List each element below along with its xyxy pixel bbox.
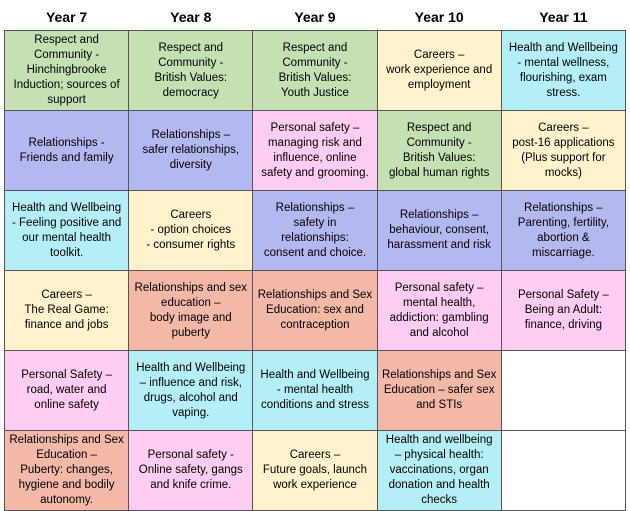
table-cell: Health and Wellbeing - mental health conditions and stress xyxy=(253,351,377,431)
table-cell: Relationships and sex education – body image and puberty xyxy=(129,271,253,351)
header-row xyxy=(5,4,626,31)
table-cell: Respect and Community - British Values: global human rights xyxy=(377,111,501,191)
curriculum-table xyxy=(4,4,626,511)
table-cell: Personal Safety – Being an Adult: finance, driving xyxy=(501,271,625,351)
header-year-10: Year 10 xyxy=(377,4,501,31)
table-cell xyxy=(501,351,625,431)
table-row xyxy=(5,191,626,271)
table-row xyxy=(5,111,626,191)
table-row xyxy=(5,31,626,111)
table-cell: Personal safety – managing risk and influence, online safety and grooming. xyxy=(253,111,377,191)
table-cell: Relationships and Sex Education – Puberty: changes, hygiene and bodily autonomy. xyxy=(5,431,129,511)
table-cell: Careers – post-16 applications (Plus support for mocks) xyxy=(501,111,625,191)
header-year-7: Year 7 xyxy=(5,4,129,31)
table-cell: Relationships – behaviour, consent, harassment and risk xyxy=(377,191,501,271)
header-year-8: Year 8 xyxy=(129,4,253,31)
table-cell: Relationships – safer relationships, diversity xyxy=(129,111,253,191)
curriculum-table-wrapper xyxy=(4,4,626,511)
table-row xyxy=(5,431,626,511)
table-cell: Careers - option choices - consumer rights xyxy=(129,191,253,271)
table-cell: Careers – Future goals, launch work experience xyxy=(253,431,377,511)
header-year-11: Year 11 xyxy=(501,4,625,31)
table-cell: Personal safety - Online safety, gangs and knife crime. xyxy=(129,431,253,511)
table-cell: Personal safety – mental health, addiction: gambling and alcohol xyxy=(377,271,501,351)
table-cell: Respect and Community - Hinchingbrooke Induction; sources of support xyxy=(5,31,129,111)
table-cell: Respect and Community - British Values: democracy xyxy=(129,31,253,111)
table-row xyxy=(5,351,626,431)
header-year-9: Year 9 xyxy=(253,4,377,31)
table-cell: Relationships and Sex Education: sex and contraception xyxy=(253,271,377,351)
table-cell: Relationships - Friends and family xyxy=(5,111,129,191)
table-cell: Health and Wellbeing - mental wellness, flourishing, exam stress. xyxy=(501,31,625,111)
table-cell: Respect and Community - British Values: Youth Justice xyxy=(253,31,377,111)
table-cell: Relationships and Sex Education – safer sex and STIs xyxy=(377,351,501,431)
table-cell: Health and Wellbeing – influence and risk, drugs, alcohol and vaping. xyxy=(129,351,253,431)
table-cell: Careers – The Real Game: finance and jobs xyxy=(5,271,129,351)
table-cell: Health and Wellbeing - Feeling positive and our mental health toolkit. xyxy=(5,191,129,271)
table-cell: Careers – work experience and employment xyxy=(377,31,501,111)
table-cell: Personal Safety – road, water and online safety xyxy=(5,351,129,431)
table-cell: Relationships – Parenting, fertility, abortion & miscarriage. xyxy=(501,191,625,271)
table-cell: Relationships – safety in relationships: consent and choice. xyxy=(253,191,377,271)
table-row xyxy=(5,271,626,351)
table-cell: Health and wellbeing – physical health: vaccinations, organ donation and health checks xyxy=(377,431,501,511)
table-cell xyxy=(501,431,625,511)
